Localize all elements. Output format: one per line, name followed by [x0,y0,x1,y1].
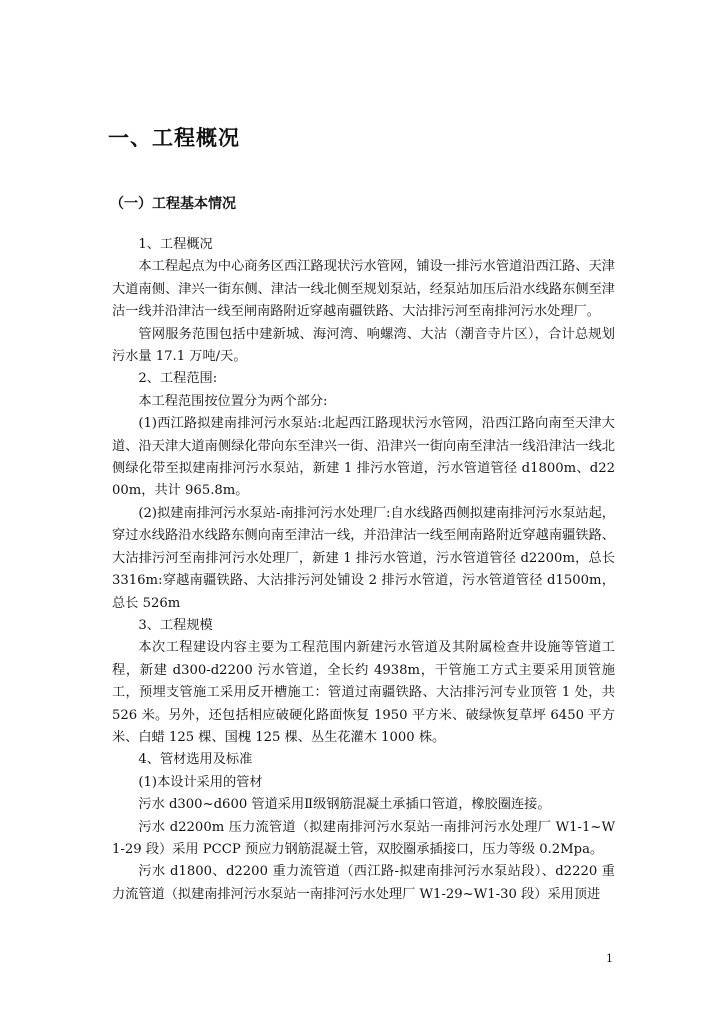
paragraph: 1、工程概况 [138,237,213,252]
paragraph: (1)西江路拟建南排河污水泵站:北起西江路现状污水管网，沿西江路向南至天津大道、沿天津大道南侧绿化带向东至津兴一街、沿津兴一街向南至津沽一线沿津沽一线北侧绿化带至拟建南排河污水泵站，新建 1 排污水管道，污水管道管径 d1800m、d2200m，共计 965.8m。 [112,416,615,499]
paragraph: 污水 d2200m 压力流管道（拟建南排河污水泵站一南排河污水处理厂 W1-1~W1-29 段）采用 PCCP 预应力钢筋混凝土管，双胶圈承插接口，压力等级 0.2Mpa。 [112,819,615,857]
paragraph: 本工程范围按位置分为两个部分: [138,393,328,409]
paragraph: 污水 d1800、d2200 重力流管道（西江路-拟建南排河污水泵站段）、d2220 重力流管道（拟建南排河污水泵站一南排河污水处理厂 W1-29~W1-30 段）采用顶进 [112,864,615,902]
page-number: 1 [606,952,613,965]
section-heading: 一、工程概况 [108,126,240,150]
subsection-heading: （一）工程基本情况 [110,196,236,212]
paragraph: 3、工程规模 [138,617,213,633]
paragraph: 污水 d300~d600 管道采用Ⅱ级钢筋混凝土承插口管道，橡胶圈连接。 [138,797,551,813]
paragraph: 2、工程范围: [138,371,218,387]
paragraph: (1)本设计采用的管材 [138,774,263,790]
paragraph: 管网服务范围包括中建新城、海河湾、响螺湾、大沽（潮音寺片区），合计总规划污水量 17.1 万吨/天。 [112,326,615,365]
paragraph: 本次工程建设内容主要为工程范围内新建污水管道及其附属检查井设施等管道工程，新建 d300-d2200 污水管道，全长约 4938m，干管施工方式主要采用顶管施工，预埋支管施工采用反开槽施工：管道过南疆铁路、大沽排污河专业顶管 1 处，共 526 米。另外，还包括相应破硬化路面恢复 1950 平方米、破绿恢复草坪 6450 平方米、白蜡 125 棵、国槐 125 棵、丛生花灌木 1000 株。 [112,640,615,745]
paragraph: 本工程起点为中心商务区西江路现状污水管网，铺设一排污水管道沿西江路、天津大道南侧、津兴一街东侧、津沽一线北侧至规划泵站，经泵站加压后沿水线路东侧至津沽一线并沿津沽一线至闸南路附近穿越南疆铁路、大沽排污河至南排河污水处理厂。 [112,259,615,320]
paragraph: (2)拟建南排河污水泵站-南排河污水处理厂:自水线路西侧拟建南排河污水泵站起，穿过水线路沿水线路东侧向南至津沽一线，并沿津沽一线至闸南路附近穿越南疆铁路、大沽排污河至南排河污水处理厂，新建 1 排污水管道，污水管道管径 d2200m，总长 3316m:穿越南疆铁路、大沽排污河处铺设 2 排污水管道，污水管道管径 d1500m，总长 526m [112,505,615,611]
document-body [112,234,615,906]
paragraph: 4、管材选用及标准 [138,752,253,768]
